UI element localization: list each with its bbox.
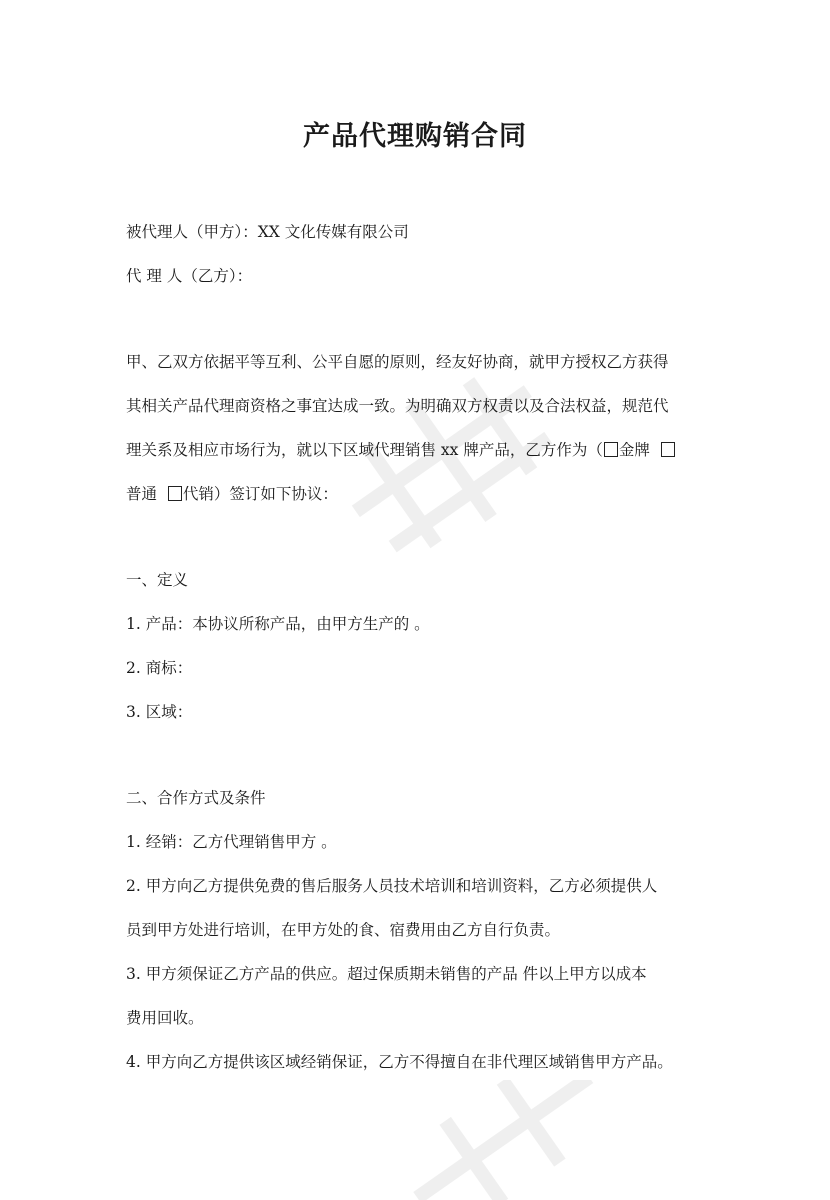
section-2-heading: 二、合作方式及条件 [126,789,266,807]
intro-line-2: 其相关产品代理商资格之事宜达成一致。为明确双方权责以及合法权益，规范代 [126,397,669,415]
checkbox-consign[interactable] [168,486,182,501]
contract-title: 产品代理购销合同 [303,121,527,152]
option-consign-label: 代销 [182,485,214,503]
section-2-item-1: 1. 经销：乙方代理销售甲方 。 [126,833,337,851]
checkbox-normal[interactable] [661,442,675,457]
section-2-item-4: 4. 甲方向乙方提供该区域经销保证，乙方不得擅自在非代理区域销售甲方产品。 [126,1053,673,1071]
intro-line-1: 甲、乙双方依据平等互利、公平自愿的原则，经友好协商，就甲方授权乙方获得 [126,353,669,371]
intro-line-3 [126,440,716,460]
watermark-logo-bottom [380,1080,630,1200]
section-1-item: 1. 产品：本协议所称产品，由甲方生产的 。 [126,615,430,633]
intro-line-4 [126,484,716,504]
intro-line-3-text: 理关系及相应市场行为，就以下区域代理销售 xx 牌产品，乙方作为（ [126,441,603,459]
party-a-line: 被代理人（甲方）：XX 文化传媒有限公司 [126,223,409,241]
section-2-item-3-line-2: 费用回收。 [126,1009,204,1027]
option-gold-label: 金牌 [618,441,650,459]
section-1-item: 2. 商标： [126,659,193,677]
checkbox-gold[interactable] [604,442,618,457]
section-2-item-3-line-1: 3. 甲方须保证乙方产品的供应。超过保质期未销售的产品 件以上甲方以成本 [126,965,647,983]
party-b-line: 代 理 人（乙方）： [126,267,253,285]
intro-line-4-end: ）签订如下协议： [213,485,338,503]
section-1-item: 3. 区域： [126,703,193,721]
watermark-logo [330,360,580,580]
option-normal-label: 普通 [126,485,158,503]
section-2-item-2-line-1: 2. 甲方向乙方提供免费的售后服务人员技术培训和培训资料，乙方必须提供人 [126,877,658,895]
section-1-heading: 一、定义 [126,571,189,589]
section-2-item-2-line-2: 员到甲方处进行培训，在甲方处的食、宿费用由乙方自行负责。 [126,921,561,939]
